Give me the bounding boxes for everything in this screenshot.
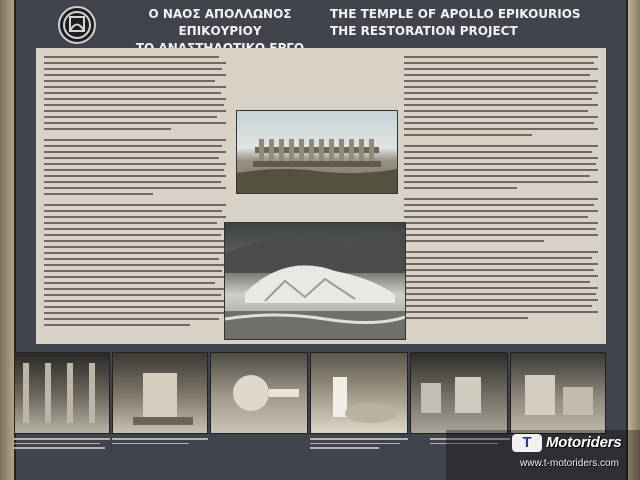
temple-tent-winter-photo	[224, 222, 406, 340]
sign-title-english-line1: THE TEMPLE OF APOLLO EPIKOURIOS	[330, 7, 581, 21]
photo-caption-4	[310, 438, 408, 452]
temple-ruins-photo	[236, 110, 398, 194]
photo-caption-2	[112, 438, 208, 447]
wall-left	[0, 0, 14, 480]
photo-caption-1	[14, 438, 110, 452]
restoration-photo-6	[510, 352, 606, 434]
restoration-photo-1	[14, 352, 110, 434]
greek-text-column	[44, 56, 226, 330]
english-text-column	[404, 56, 598, 323]
sign-title-greek-line1: Ο ΝΑΟΣ ΑΠΟΛΛΩΝΟΣ ΕΠΙΚΟΥΡΙΟΥ	[148, 7, 292, 38]
watermark-url: www.t-motoriders.com	[520, 458, 619, 469]
restoration-photo-4	[310, 352, 408, 434]
sign-title-english-line2: THE RESTORATION PROJECT	[330, 24, 518, 38]
watermark-brand: Motoriders	[546, 434, 622, 451]
unesco-world-heritage-emblem-icon	[58, 6, 96, 44]
text-panel	[36, 48, 606, 344]
restoration-photo-5	[410, 352, 508, 434]
restoration-photo-3	[210, 352, 308, 434]
motoriders-logo-icon: T	[512, 434, 542, 452]
sign-title-english	[330, 6, 600, 40]
restoration-photo-2	[112, 352, 208, 434]
